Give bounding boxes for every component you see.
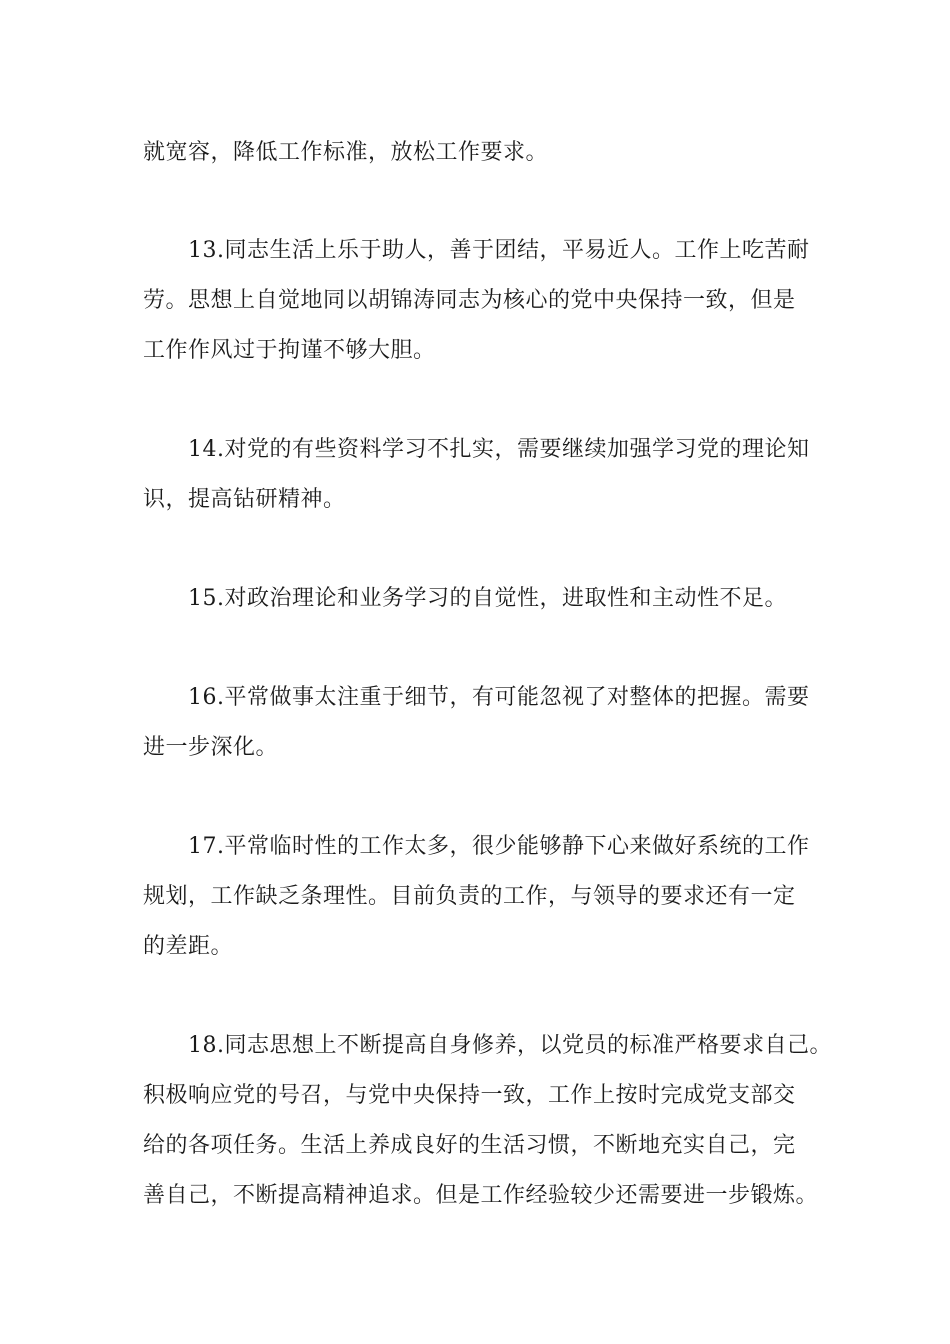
text-line: 18.同志思想上不断提高自身修养，以党员的标准严格要求自己。 xyxy=(188,1033,832,1058)
text-line: 就宽容，降低工作标准，放松工作要求。 xyxy=(143,140,549,165)
text-line: 15.对政治理论和业务学习的自觉性，进取性和主动性不足。 xyxy=(188,586,787,611)
text-line: 工作作风过于拘谨不够大胆。 xyxy=(143,338,436,363)
text-line: 17.平常临时性的工作太多，很少能够静下心来做好系统的工作 xyxy=(188,834,810,859)
text-line: 16.平常做事太注重于细节，有可能忽视了对整体的把握。需要 xyxy=(188,685,810,710)
text-line: 善自己，不断提高精神追求。但是工作经验较少还需要进一步锻炼。 xyxy=(143,1183,819,1208)
text-line: 的差距。 xyxy=(143,934,234,959)
text-line: 给的各项任务。生活上养成良好的生活习惯，不断地充实自己，完 xyxy=(143,1133,796,1158)
text-line: 规划，工作缺乏条理性。目前负责的工作，与领导的要求还有一定 xyxy=(143,884,796,909)
text-line: 劳。思想上自觉地同以胡锦涛同志为核心的党中央保持一致，但是 xyxy=(143,288,796,313)
text-line: 识，提高钻研精神。 xyxy=(143,487,346,512)
text-line: 积极响应党的号召，与党中央保持一致，工作上按时完成党支部交 xyxy=(143,1083,796,1108)
text-line: 14.对党的有些资料学习不扎实，需要继续加强学习党的理论知 xyxy=(188,437,810,462)
text-line: 13.同志生活上乐于助人，善于团结，平易近人。工作上吃苦耐 xyxy=(188,238,810,263)
text-line: 进一步深化。 xyxy=(143,735,279,760)
